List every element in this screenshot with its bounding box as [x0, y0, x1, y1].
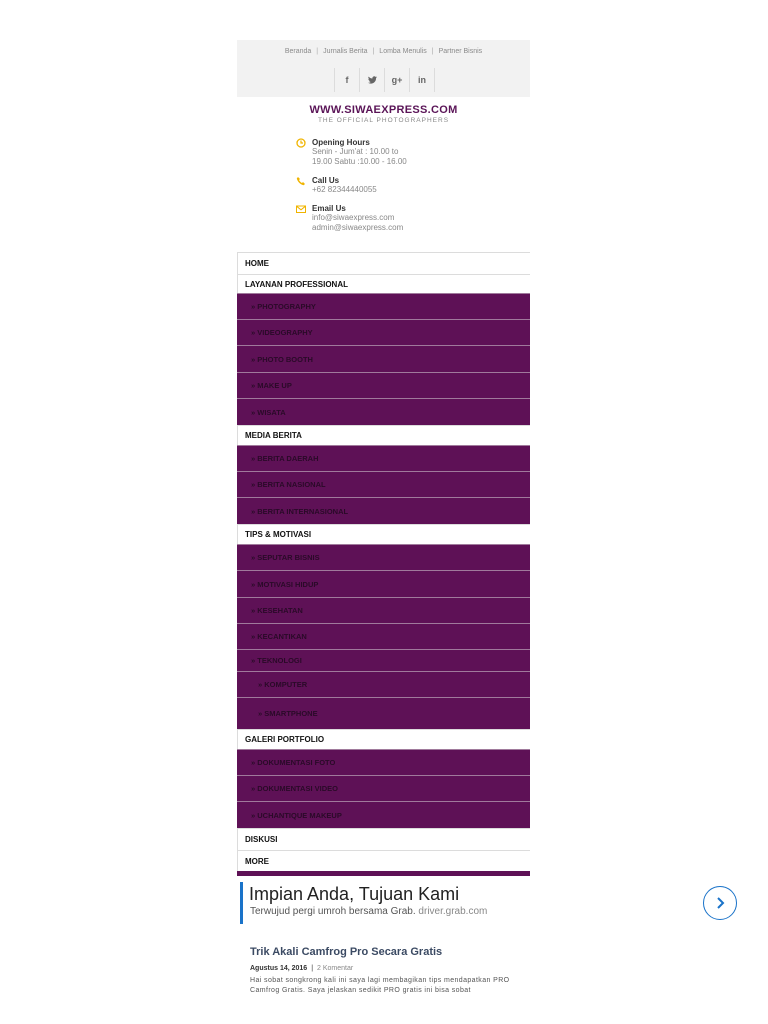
menu-item[interactable]: » UCHANTIQUE MAKEUP — [237, 801, 530, 828]
opening-hours-block — [312, 138, 407, 167]
ad-subtitle-text: Terwujud pergi umroh bersama Grab. — [250, 906, 416, 917]
menu-item[interactable]: » BERITA DAERAH — [237, 445, 530, 471]
twitter-icon[interactable] — [359, 68, 384, 92]
google-plus-icon[interactable]: g+ — [384, 68, 409, 92]
menu-item[interactable]: » KECANTIKAN — [237, 623, 530, 649]
ad-subtitle — [250, 906, 487, 917]
menu-item[interactable]: » MAKE UP — [237, 372, 530, 398]
phone-icon — [296, 176, 306, 186]
call-us-block — [312, 176, 377, 195]
page-header — [237, 40, 530, 262]
opening-hours-title: Opening Hours — [312, 138, 370, 147]
menu-item[interactable]: » VIDEOGRAPHY — [237, 319, 530, 345]
menu-item[interactable]: » KESEHATAN — [237, 597, 530, 623]
facebook-icon[interactable]: f — [334, 68, 359, 92]
opening-hours-line2: 19.00 Sabtu :10.00 - 16.00 — [312, 157, 407, 166]
envelope-icon — [296, 204, 306, 214]
menu-item[interactable]: MEDIA BERITA — [237, 425, 530, 445]
site-title[interactable]: WWW.SIWAEXPRESS.COM — [309, 104, 458, 116]
email-admin[interactable]: admin@siwaexpress.com — [312, 223, 404, 232]
menu-item[interactable]: » DOKUMENTASI FOTO — [237, 749, 530, 775]
social-links — [334, 68, 435, 92]
menu-item[interactable]: » KOMPUTER — [237, 671, 530, 697]
post-preview — [250, 946, 522, 996]
opening-hours-line1: Senin - Jum'at : 10.00 to — [312, 147, 399, 156]
menu-bottom-bar — [237, 871, 530, 876]
menu-item[interactable]: » TEKNOLOGI — [237, 649, 530, 671]
menu-item[interactable]: LAYANAN PROFESSIONAL — [237, 274, 530, 293]
branding — [237, 104, 530, 124]
email-us-block — [312, 204, 403, 233]
post-date: Agustus 14, 2016 — [250, 965, 308, 972]
menu-item[interactable]: » PHOTOGRAPHY — [237, 293, 530, 319]
main-menu — [237, 252, 530, 876]
nav-link-partner-bisnis[interactable]: Partner Bisnis — [438, 48, 483, 55]
menu-item[interactable]: » SMARTPHONE — [237, 697, 530, 729]
menu-item[interactable]: DISKUSI — [237, 828, 530, 850]
linkedin-icon[interactable]: in — [409, 68, 435, 92]
top-nav: Beranda | Jurnalis Berita | Lomba Menulis | Partner Bisnis — [284, 48, 483, 55]
post-excerpt: Hai sobat songkrong kali ini saya lagi membagikan tips mendapatkan PRO Camfrog Gratis. Saya jelaskan sedikit PRO gratis ini bisa sobat — [250, 977, 510, 994]
ad-domain[interactable]: driver.grab.com — [418, 906, 488, 917]
site-tagline: THE OFFICIAL PHOTOGRAPHERS — [317, 117, 450, 124]
menu-item[interactable]: » SEPUTAR BISNIS — [237, 544, 530, 570]
menu-item[interactable]: GALERI PORTFOLIO — [237, 729, 530, 749]
contact-info — [237, 124, 530, 262]
menu-item[interactable]: » PHOTO BOOTH — [237, 345, 530, 372]
menu-item[interactable]: » DOKUMENTASI VIDEO — [237, 775, 530, 801]
ad-accent-line — [240, 882, 243, 924]
nav-link-beranda[interactable]: Beranda — [284, 48, 312, 55]
nav-link-lomba-menulis[interactable]: Lomba Menulis — [379, 48, 427, 55]
chevron-right-icon[interactable] — [703, 886, 737, 920]
call-us-number[interactable]: +62 82344440055 — [312, 185, 377, 194]
menu-item[interactable]: » BERITA INTERNASIONAL — [237, 497, 530, 524]
post-comments[interactable]: 2 Komentar — [317, 965, 354, 972]
nav-link-jurnalis-berita[interactable]: Jurnalis Berita — [323, 48, 368, 55]
post-meta: Agustus 14, 2016 | 2 Komentar — [250, 965, 354, 972]
menu-item[interactable]: » MOTIVASI HIDUP — [237, 570, 530, 597]
email-info[interactable]: info@siwaexpress.com — [312, 213, 395, 222]
advertisement[interactable] — [240, 882, 540, 924]
menu-item[interactable]: » BERITA NASIONAL — [237, 471, 530, 497]
post-title[interactable]: Trik Akali Camfrog Pro Secara Gratis — [250, 946, 443, 958]
menu-item[interactable]: MORE — [237, 850, 530, 871]
menu-item[interactable]: TIPS & MOTIVASI — [237, 524, 530, 544]
email-us-title: Email Us — [312, 204, 346, 213]
clock-icon — [296, 138, 306, 148]
top-bar — [237, 40, 530, 97]
menu-item[interactable]: » WISATA — [237, 398, 530, 425]
call-us-title: Call Us — [312, 176, 340, 185]
ad-title[interactable]: Impian Anda, Tujuan Kami — [249, 884, 460, 904]
menu-item[interactable]: HOME — [237, 252, 530, 274]
